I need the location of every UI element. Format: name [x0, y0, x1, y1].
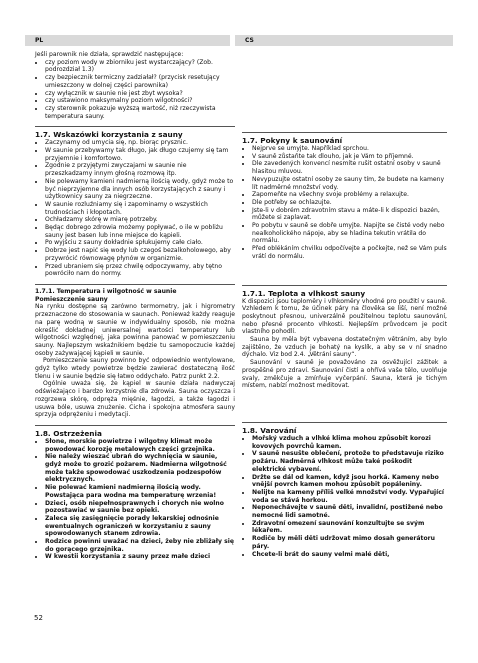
list-item: • V sauně zůstaňte tak dlouho, jak je Vám to příjemné.	[252, 153, 447, 161]
list-item: • czy bezpiecznik termiczny zadziałał? (przycisk resetujący umieszczony w dolnej części parownika)	[45, 74, 235, 89]
list-item: • Będąc dobrego zdrowia możemy popływać, o ile w pobliżu sauny jest basen lub inne miejsce do kąpieli.	[45, 224, 235, 239]
list-item: • czy ustawiono maksymalny poziom wilgotności?	[45, 97, 235, 105]
pl-heading-1-7-1: 1.7.1. Temperatura i wilgotność w saunie	[35, 284, 235, 296]
list-item: • Mořský vzduch a vlhké klima mohou způsobit korozi kovových povrchů kamen.	[252, 435, 447, 450]
list-item: • czy poziom wody w zbiorniku jest wystarczający? (Zob. podrozdział 1.3)	[45, 59, 235, 74]
list-item: • Po pobytu v sauně se dobře umyjte. Napijte se čisté vody nebo nealkoholického nápoje, aby se hladina tekutin vrátila do normálu.	[252, 222, 447, 245]
list-item: • Dle potřeby se ochlazujte.	[252, 199, 447, 207]
list-item: • Dzieci, osób niepełnosprawnych i chorych nie wolno pozostawiać w saunie bez opieki.	[45, 500, 235, 515]
list-item: • Nie polewamy kamieni nadmierną ilością wody, gdyż może to być nieprzyjemne dla innych osób korzystających z sauny i użytkownicy sauny za niegrzeczne.	[45, 178, 235, 201]
list-item: • Zaczynamy od umycia się, np. biorąc prysznic.	[45, 139, 235, 147]
cs-warnings-list	[242, 435, 447, 558]
spacer	[242, 390, 447, 416]
pl-checklist	[35, 59, 235, 121]
list-item: • Przed ubraniem się przez chwilę odpoczywamy, aby tętno powróciło nam do normy.	[45, 263, 235, 278]
column-polish	[35, 51, 235, 561]
list-item: • Rodiče by měli děti udržovat mimo dosah generátoru páry.	[252, 535, 447, 550]
list-item: • Nelijte na kameny příliš velké množství vody. Vypařující voda se stává horkou.	[252, 489, 447, 504]
list-item: • W kwestii korzystania z sauny przez małe dzieci	[45, 553, 235, 561]
list-item: • Dle zavedených konvencí nesmíte rušit ostatní osoby v sauně hlasitou mluvou.	[252, 160, 447, 175]
cs-heading-1-7: 1.7. Pokyny k saunování	[242, 132, 447, 145]
list-item: • Jste-li v dobrém zdravotním stavu a máte-li k dispozici bazén, můžete si zaplavat.	[252, 207, 447, 222]
cs-paragraph-3: Saunování v sauně je považováno za osvěžující zážitek a prospěšné pro zdraví. Saunování čistí a ohřívá vaše tělo, uvolňuje svaly, změkčuje a zmírňuje vyčerpání. Sauna, která je tichým místem, nabízí možnost meditovat.	[242, 359, 447, 390]
list-item: • W saunie rozluźniamy się i zapominamy o wszystkich trudnościach i kłopotach.	[45, 201, 235, 216]
list-item: • Zdravotní omezení saunování konzultujte se svým lékařem.	[252, 520, 447, 535]
pl-heading-1-7: 1.7. Wskazówki korzystania z sauny	[35, 126, 235, 139]
list-item: • Držte se dál od kamen, když jsou horká. Kameny nebo vnější povrch kamen mohou způsobit popáleniny.	[252, 474, 447, 489]
list-item: • Po wyjściu z sauny dokładnie spłukujemy całe ciało.	[45, 239, 235, 247]
language-tag-pl: PL	[25, 35, 230, 46]
list-item: • Zaleca się zasięgnięcie porady lekarskiej odnośnie ewentualnych ograniczeń w korzystaniu z sauny spowodowanych stanem zdrowia.	[45, 515, 235, 538]
pl-intro: Jeśli parownik nie działa, sprawdzić następujące:	[35, 51, 184, 58]
pl-heading-1-8: 1.8. Ostrzeżenia	[35, 425, 235, 438]
list-item: • Ochładzamy skórę w miarę potrzeby.	[45, 216, 235, 224]
column-czech	[242, 51, 447, 558]
pl-paragraph-2: Pomieszczenie sauny powinno być odpowiednio wentylowane, gdyż tylko wtedy powietrze będzie zawierać dostateczną ilość tlenu i w saunie będzie się łatwo oddychało. Patrz punkt 2.2.	[35, 357, 235, 380]
pl-warnings-list	[35, 438, 235, 561]
cs-paragraph-1: K dispozici jsou teploměry i vlhkoměry vhodné pro použití v sauně. Vzhledem k tomu, že účinek páry na člověka se liší, není možné poskytnout přesnou, univerzálně použitelnou teplotu saunování, nebo přesné procento vlhkosti. Nejlepším průvodcem je pocit vlastního pohodlí.	[242, 297, 447, 336]
list-item: • czy wyłącznik w saunie nie jest zbyt wysoka?	[45, 90, 235, 98]
spacer	[242, 51, 447, 126]
language-tag-cs: CS	[235, 35, 453, 46]
list-item: • Rodzice powinni uważać na dzieci, żeby nie zbliżały się do gorącego grzejnika.	[45, 538, 235, 553]
cs-tips-list	[242, 145, 447, 261]
list-item: • Nevypuzujte ostatní osoby ze sauny tím, že budete na kameny lít nadměrné množství vody.	[252, 176, 447, 191]
pl-tips-list	[35, 139, 235, 278]
spacer	[242, 261, 447, 279]
cs-heading-1-7-1: 1.7.1. Teplota a vlhkost sauny	[242, 285, 447, 298]
pl-paragraph-3: Ogólnie uważa się, że kąpiel w saunie działa nadwyczaj odświeżająco i bardzo korzystnie dla zdrowia. Sauna oczyszcza i rozgrzewa skórę, odpręża mięśnie, łagodzi, a także łagodzi i usuwa bóle, usuwa znużenie. Cicha i spokojna atmosfera sauny sprzyja odprężeniu i medytacji.	[35, 380, 235, 419]
list-item: • Nie polewać kamieni nadmierną ilością wody. Powstająca para wodna ma temperaturę wrzenia!	[45, 484, 235, 499]
list-item: • V sauně nesušte oblečení, protože to představuje riziko požáru. Nadměrná vlhkost může také poškodit elektrické vybavení.	[252, 450, 447, 473]
pl-paragraph-1: Na rynku dostępne są zarówno termometry, jak i higrometry przeznaczone do stosowania w saunach. Ponieważ każdy reaguje na parę wodną w saunie w indywidualny sposób, nie można określić dokładnej uniwersalnej wartości temperatury lub wilgotności względnej, jaka powinna panować w pomieszczeniu sauny. Najlepszym wskaźnikiem będzie tu samopoczucie każdej osoby zażywającej kąpieli w saunie.	[35, 303, 235, 357]
list-item: • Dobrze jest napić się wody lub czegoś bezalkoholowego, aby przywrócić równowagę płynów w organizmie.	[45, 247, 235, 262]
cs-paragraph-2: Sauna by měla být vybavena dostatečným větráním, aby bylo zajištěno, že vzduch je bohatý na kyslík, a aby se v ní snadno dýchalo. Viz bod 2.4. „Větrání sauny“.	[242, 336, 447, 359]
list-item: • Před oblékáním chvilku odpočívejte a počkejte, než se Vám puls vrátí do normálu.	[252, 245, 447, 260]
list-item: • Chcete-li brát do sauny velmi malé děti,	[252, 551, 447, 559]
list-item: • Zapomeňte na všechny svoje problémy a relaxujte.	[252, 191, 447, 199]
list-item: • Nie należy wieszać ubrań do wychnięcia w saunie, gdyż może to grozić pożarem. Nadmierna wilgotność może także spowodować uszkodzenia podzespołów elektrycznych.	[45, 453, 235, 484]
list-item: • Słone, morskie powietrze i wilgotny klimat może powodować korozję metalowych części grzejnika.	[45, 438, 235, 453]
list-item: • Neponechávejte v sauně děti, invalidní, postižené nebo nemocné lidi samotné.	[252, 504, 447, 519]
list-item: • czy sterownik pokazuje wyższą wartość, niż rzeczywista temperatura sauny.	[45, 105, 235, 120]
list-item: • W saunie przebywamy tak długo, jak długo czujemy się tam przyjemnie i komfortowo.	[45, 147, 235, 162]
page-number: 52	[34, 614, 43, 622]
list-item: • Nejprve se umyjte. Například sprchou.	[252, 145, 447, 153]
cs-heading-1-8: 1.8. Varování	[242, 422, 447, 435]
list-item: • Zgodnie z przyjętymi zwyczajami w saunie nie przeszkadzamy innym głośną rozmową itp.	[45, 162, 235, 177]
pl-subheading-room: Pomieszczenie sauny	[35, 295, 108, 303]
